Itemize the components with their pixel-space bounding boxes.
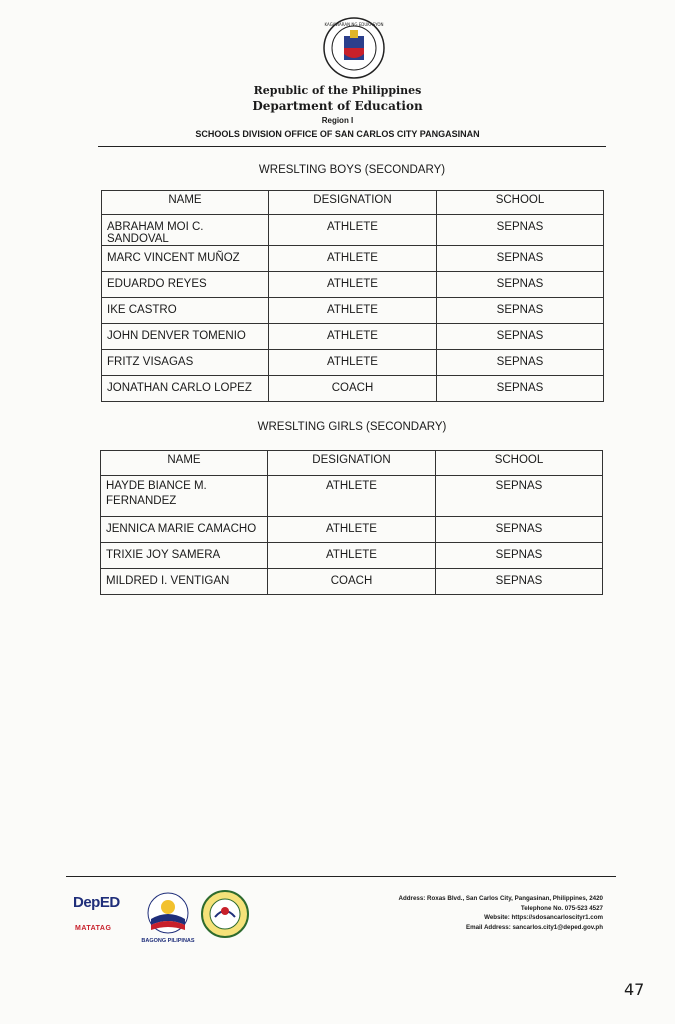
designation-cell: ATHLETE: [268, 476, 436, 517]
name-cell: JOHN DENVER TOMENIO: [102, 324, 269, 350]
school-cell: SEPNAS: [437, 246, 604, 272]
region-heading: Region I: [321, 116, 354, 125]
designation-cell: COACH: [268, 569, 436, 595]
name-cell: JONATHAN CARLO LOPEZ: [102, 376, 269, 402]
name-cell: IKE CASTRO: [102, 298, 269, 324]
table-row: [102, 324, 604, 350]
name-cell: TRIXIE JOY SAMERA: [101, 543, 268, 569]
designation-cell: ATHLETE: [269, 298, 437, 324]
column-header: DESIGNATION: [269, 191, 437, 215]
table-row: [102, 376, 604, 402]
page-number: 47: [624, 980, 645, 999]
column-header: NAME: [102, 191, 269, 215]
table-row: [102, 215, 604, 246]
column-header: DESIGNATION: [268, 451, 436, 476]
table-row: [102, 272, 604, 298]
email-text: Email Address: sancarlos.city1@deped.gov.ph: [465, 923, 603, 931]
column-header: NAME: [101, 451, 268, 476]
republic-heading: Republic of the Philippines: [253, 84, 422, 97]
designation-cell: COACH: [269, 376, 437, 402]
name-cell: HAYDE BIANCE M. FERNANDEZ: [101, 476, 268, 517]
column-header: SCHOOL: [436, 451, 603, 476]
deped-logo: [73, 894, 120, 911]
girls-table: [100, 450, 603, 595]
svg-text:KAGAWARAN NG EDUKASYON: KAGAWARAN NG EDUKASYON: [324, 22, 384, 27]
table-row: [102, 350, 604, 376]
boys-table: [101, 190, 604, 402]
school-cell: SEPNAS: [437, 272, 604, 298]
school-cell: SEPNAS: [437, 324, 604, 350]
table-row: [101, 543, 603, 569]
name-cell: MILDRED I. VENTIGAN: [101, 569, 268, 595]
designation-cell: ATHLETE: [268, 517, 436, 543]
school-cell: SEPNAS: [437, 298, 604, 324]
sdo-seal-icon: [200, 889, 250, 939]
footer-contact-block: [399, 894, 603, 932]
boys-table-title: WRESLTING BOYS (SECONDARY): [258, 164, 446, 176]
bagong-pilipinas-text: BAGONG PILIPINAS: [141, 938, 195, 944]
deped-seal-icon: [322, 16, 386, 80]
table-row: [101, 517, 603, 543]
footer-divider: [66, 876, 616, 877]
designation-cell: ATHLETE: [269, 272, 437, 298]
name-cell: JENNICA MARIE CAMACHO: [101, 517, 268, 543]
table-row: [101, 476, 603, 517]
column-header: SCHOOL: [437, 191, 604, 215]
table-row: [102, 298, 604, 324]
website-text: Website: https://sdosancarloscityr1.com: [484, 914, 603, 922]
school-cell: SEPNAS: [437, 215, 604, 246]
school-cell: SEPNAS: [436, 517, 603, 543]
address-text: Address: Roxas Blvd., San Carlos City, Pangasinan, Philippines, 2420: [398, 895, 603, 902]
school-cell: SEPNAS: [436, 476, 603, 517]
deped-logo-text: DepED: [73, 894, 120, 911]
name-cell: FRITZ VISAGAS: [102, 350, 269, 376]
school-cell: SEPNAS: [437, 350, 604, 376]
designation-cell: ATHLETE: [268, 543, 436, 569]
designation-cell: ATHLETE: [269, 324, 437, 350]
designation-cell: ATHLETE: [269, 246, 437, 272]
designation-cell: ATHLETE: [269, 350, 437, 376]
school-cell: SEPNAS: [436, 543, 603, 569]
header-divider: [98, 146, 606, 147]
name-cell: EDUARDO REYES: [102, 272, 269, 298]
name-cell: MARC VINCENT MUÑOZ: [102, 246, 269, 272]
designation-cell: ATHLETE: [269, 215, 437, 246]
department-heading: Department of Education: [252, 99, 423, 113]
table-header-row: [101, 451, 603, 476]
school-cell: SEPNAS: [437, 376, 604, 402]
office-heading: SCHOOLS DIVISION OFFICE OF SAN CARLOS CITY PANGASINAN: [195, 129, 480, 139]
bagong-pilipinas-logo-icon: [143, 889, 193, 941]
school-cell: SEPNAS: [436, 569, 603, 595]
table-row: [101, 569, 603, 595]
table-row: [102, 246, 604, 272]
girls-table-title: WRESLTING GIRLS (SECONDARY): [257, 421, 447, 433]
matatag-logo-text: MATATAG: [75, 925, 112, 932]
telephone-text: Telephone No. 075-523 4527: [520, 904, 603, 912]
name-cell: ABRAHAM MOI C. SANDOVAL: [102, 215, 269, 246]
table-header-row: [102, 191, 604, 215]
